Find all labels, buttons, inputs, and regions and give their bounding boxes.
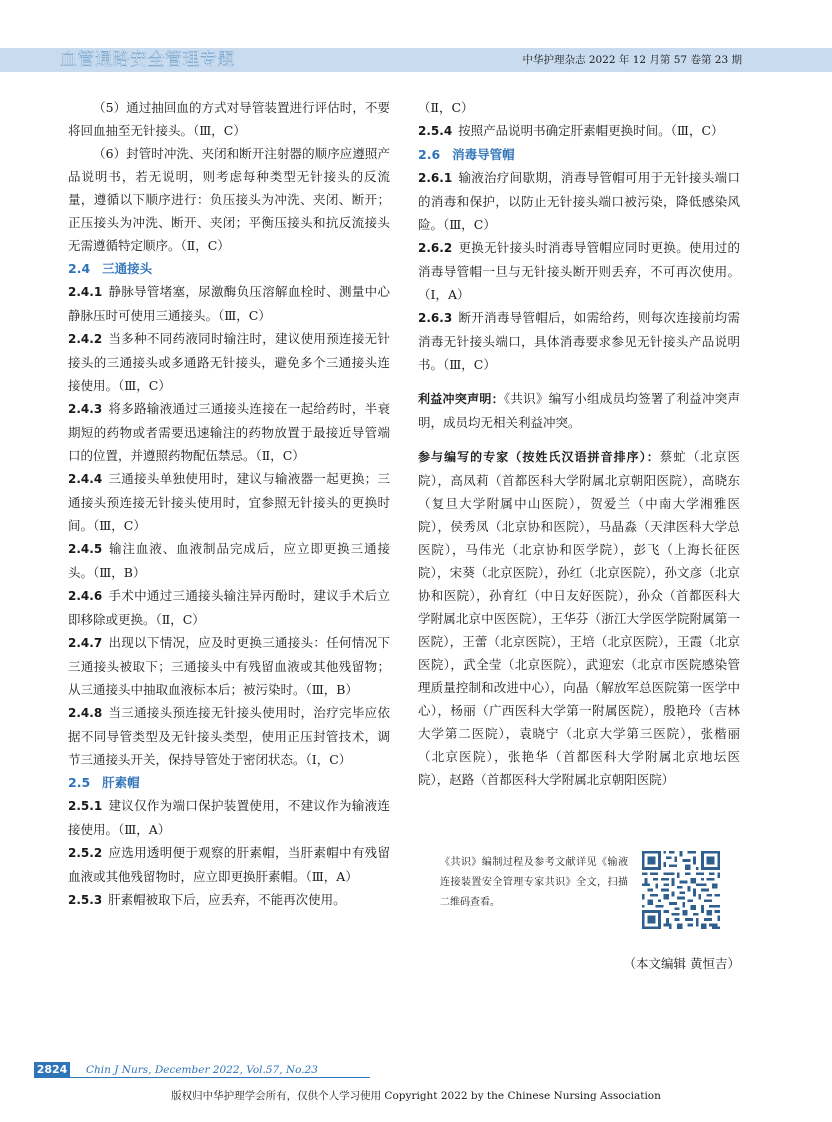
item-text: 更换无针接头时消毒导管帽应同时更换。使用过的消毒导管帽一旦与无针接头断开则丢弃，不可再次使用。（Ⅰ，A） xyxy=(418,240,740,302)
list-item xyxy=(418,166,740,236)
item-text: 当多种不同药液同时输注时，建议使用预连接无针接头的三通接头或多通路无针接头，避免多个三通接头连接使用。（Ⅲ，C） xyxy=(68,331,390,393)
paragraph-continuation: （Ⅱ，C） xyxy=(418,100,474,115)
conflict-text: 《共识》编写小组成员均签署了利益冲突声明，成员均无相关利益冲突。 xyxy=(418,391,740,430)
item-text: 手术中通过三通接头输注异丙酚时，建议手术后立即移除或更换。（Ⅱ，C） xyxy=(68,588,390,627)
item-number: 2.6.3 xyxy=(418,311,453,325)
item-number: 2.4.8 xyxy=(68,706,103,720)
item-text: 静脉导管堵塞，尿激酶负压溶解血栓时、测量中心静脉压时可使用三通接头。（Ⅲ，C） xyxy=(68,284,390,323)
list-item xyxy=(418,119,740,143)
list-item xyxy=(68,327,390,397)
copyright-notice: 版权归中华护理学会所有，仅供个人学习使用 Copyright 2022 by the Chinese Nursing Association xyxy=(171,1090,661,1102)
item-text: 输注血液、血液制品完成后，应立即更换三通接头。（Ⅲ，B） xyxy=(68,541,390,580)
item-text: 应选用透明便于观察的肝素帽，当肝素帽中有残留血液或其他残留物时，应立即更换肝素帽。（Ⅲ，A） xyxy=(68,845,390,884)
item-text: 输液治疗间歇期，消毒导管帽可用于无针接头端口的消毒和保护，以防止无针接头端口被污染，降低感染风险。（Ⅲ，C） xyxy=(418,170,740,232)
item-text: 肝素帽被取下后，应丢弃，不能再次使用。 xyxy=(108,892,346,907)
section-number: 2.5 xyxy=(68,775,91,790)
list-item xyxy=(418,306,740,376)
item-text: 出现以下情况，应及时更换三通接头：任何情况下三通接头被取下；三通接头中有残留血液或其他残留物；从三通接头中抽取血液标本后；被污染时。（Ⅲ，B） xyxy=(68,635,390,697)
item-text: 建议仅作为端口保护装置使用，不建议作为输液连接使用。（Ⅲ，A） xyxy=(68,798,390,837)
item-number: 2.5.3 xyxy=(68,893,103,907)
list-item xyxy=(68,584,390,631)
item-number: 2.6.2 xyxy=(418,241,453,255)
section-number: 2.4 xyxy=(68,261,91,276)
experts-lead: 参与编写的专家（按姓氏汉语拼音排序）： xyxy=(418,450,660,464)
item-number: 2.4.7 xyxy=(68,636,103,650)
list-item xyxy=(418,236,740,306)
section-title: 消毒导管帽 xyxy=(452,147,515,162)
section-number: 2.6 xyxy=(418,147,441,162)
section-header-title: 血管通路安全管理专题 xyxy=(60,50,235,70)
footer-journal-citation: Chin J Nurs, December 2022, Vol.57, No.23 xyxy=(86,1064,318,1076)
conflict-of-interest-statement xyxy=(418,387,740,434)
section-heading xyxy=(418,143,740,166)
right-column xyxy=(418,96,740,791)
list-item xyxy=(68,280,390,327)
item-number: 2.5.4 xyxy=(418,124,453,138)
item-number: 2.4.2 xyxy=(68,332,103,346)
item-text: 按照产品说明书确定肝素帽更换时间。（Ⅲ，C） xyxy=(458,123,724,138)
item-text: 三通接头单独使用时，建议与输液器一起更换；三通接头预连接无针接头使用时，宜参照无针接头的更换时间。（Ⅲ，C） xyxy=(68,471,390,533)
item-number: 2.6.1 xyxy=(418,171,453,185)
list-item xyxy=(68,537,390,584)
spacer xyxy=(418,434,740,445)
editor-credit: （本文编辑 黄恒吉） xyxy=(623,956,740,971)
paragraph: （5）通过抽回血的方式对导管装置进行评估时，不要将回血抽至无针接头。（Ⅲ，C） xyxy=(68,100,390,138)
item-text: 断开消毒导管帽后，如需给药，则每次连接前均需消毒无针接头端口，具体消毒要求参见无针接头产品说明书。（Ⅲ，C） xyxy=(418,310,740,372)
item-number: 2.4.1 xyxy=(68,285,103,299)
left-column xyxy=(68,96,390,912)
section-title: 三通接头 xyxy=(102,261,153,276)
item-number: 2.5.2 xyxy=(68,846,103,860)
item-number: 2.5.1 xyxy=(68,799,103,813)
list-item xyxy=(68,397,390,467)
section-title: 肝素帽 xyxy=(102,775,140,790)
list-item xyxy=(68,841,390,888)
section-heading xyxy=(68,771,390,794)
contributing-experts xyxy=(418,445,740,791)
conflict-lead: 利益冲突声明： xyxy=(418,392,504,406)
item-number: 2.4.3 xyxy=(68,402,103,416)
page-number: 2824 xyxy=(34,1062,70,1078)
paragraph: （6）封管时冲洗、夹闭和断开注射器的顺序应遵照产品说明书，若无说明，则考虑每种类型无针接头的反流量，遵循以下顺序进行：负压接头为冲洗、夹闭、断开；正压接头为冲洗、断开、夹闭；平衡压接头和抗反流接头无需遵循特定顺序。（Ⅱ，C） xyxy=(68,146,390,253)
item-number: 2.4.5 xyxy=(68,542,103,556)
list-item xyxy=(68,701,390,771)
experts-list: 蔡虻（北京医院），高凤莉（首都医科大学附属北京朝阳医院），高晓东（复旦大学附属中山医院），贺爱兰（中南大学湘雅医院），侯秀凤（北京协和医院），马晶淼（天津医科大学总医院），马伟光（北京协和医学院），彭飞（上海长征医院），宋葵（北京医院），孙红（北京医院），孙文彦（北京协和医院），孙育红（中日友好医院），孙众（首都医科大学附属北京中医医院），王华芬（浙江大学医学院附属第一医院），王蕾（北京医院），王培（北京医院），王霞（北京医院），武全莹（北京医院），武迎宏（北京市医院感染管理质量控制和改进中心），向晶（解放军总医院第一医学中心），杨丽（广西医科大学第一附属医院），殷艳玲（吉林大学第二医院），袁晓宁（北京大学第三医院），张楷丽（北京医院），张艳华（首都医科大学附属北京地坛医院），赵路（首都医科大学附属北京朝阳医院） xyxy=(418,449,740,787)
section-heading xyxy=(68,257,390,280)
spacer xyxy=(418,376,740,387)
list-item xyxy=(68,631,390,701)
item-text: 当三通接头预连接无针接头使用时，治疗完毕应依据不同导管类型及无针接头类型，使用正压封管技术，调节三通接头开关，保持导管处于密闭状态。（Ⅰ，C） xyxy=(68,705,390,767)
item-number: 2.4.6 xyxy=(68,589,103,603)
list-item xyxy=(68,794,390,841)
item-text: 将多路输液通过三通接头连接在一起给药时，半衰期短的药物或者需要迅速输注的药物放置于最接近导管端口的位置，并遵照药物配伍禁忌。（Ⅱ，C） xyxy=(68,401,390,463)
qr-code-icon[interactable] xyxy=(642,851,720,929)
footer-divider xyxy=(70,1077,370,1078)
qr-note: 《共识》编制过程及参考文献详见《输液连接装置安全管理专家共识》全文，扫描二维码查看。 xyxy=(440,857,628,908)
item-number: 2.4.4 xyxy=(68,472,103,486)
list-item xyxy=(68,467,390,537)
journal-issue-header: 中华护理杂志 2022 年 12 月第 57 卷第 23 期 xyxy=(522,54,742,66)
list-item xyxy=(68,888,390,912)
